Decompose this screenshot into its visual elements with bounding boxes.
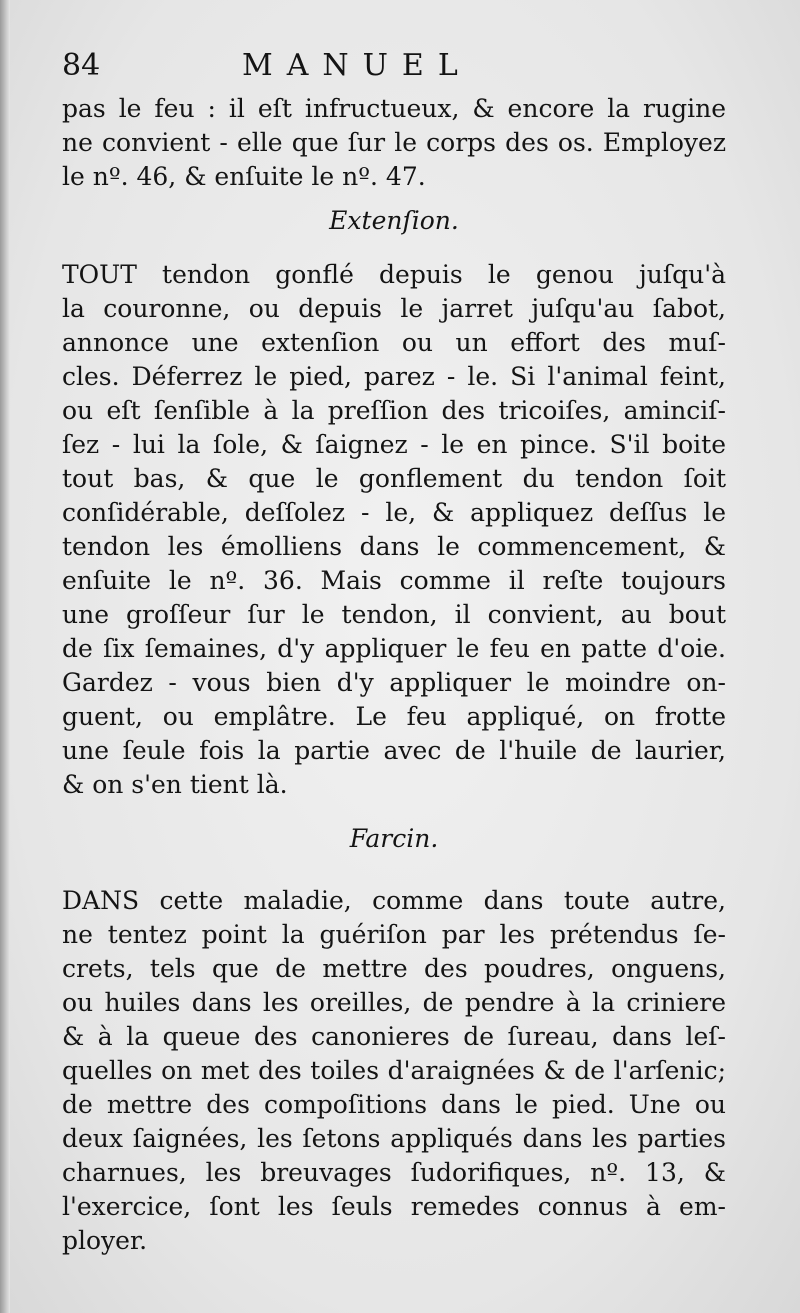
text-line: cles. Déferrez le pied, parez - le. Si l'animal feint, xyxy=(62,362,726,391)
page-number: 84 xyxy=(62,48,101,83)
text-line: une ſeule fois la partie avec de l'huile de laurier, xyxy=(62,736,726,765)
section-heading-extension: Extenſion. xyxy=(329,206,459,235)
text-line: Gardez - vous bien d'y appliquer le moindre on- xyxy=(62,668,726,697)
running-head: MANUEL xyxy=(242,48,472,83)
text-line: TOUT tendon gonflé depuis le genou juſqu'à xyxy=(62,260,726,289)
section-heading-farcin: Farcin. xyxy=(349,824,439,853)
text-line: & on s'en tient là. xyxy=(62,770,288,799)
text-line: guent, ou emplâtre. Le feu appliqué, on frotte xyxy=(62,702,726,731)
text-line: deux ſaignées, les ſetons appliqués dans les parties xyxy=(62,1124,726,1153)
text-line: ou huiles dans les oreilles, de pendre à la criniere xyxy=(62,988,726,1017)
text-line: tout bas, & que le gonflement du tendon ſoit xyxy=(62,464,726,493)
text-line: pas le feu : il eſt infructueux, & encore la rugine xyxy=(62,94,726,123)
text-line: enſuite le nº. 36. Mais comme il reſte toujours xyxy=(62,566,726,595)
text-line: ſez - lui la ſole, & ſaignez - le en pince. S'il boite xyxy=(62,430,726,459)
text-line: de mettre des compoſitions dans le pied. Une ou xyxy=(62,1090,726,1119)
text-line: annonce une extenſion ou un effort des muſ- xyxy=(62,328,726,357)
text-line: quelles on met des toiles d'araignées & de l'arſenic; xyxy=(62,1056,726,1085)
text-line: ne tentez point la guériſon par les prétendus ſe- xyxy=(62,920,726,949)
text-line: charnues, les breuvages ſudorifiques, nº. 13, & xyxy=(62,1158,726,1187)
paragraph-farcin xyxy=(62,884,726,1258)
text-line: conſidérable, deſſolez - le, & appliquez deſſus le xyxy=(62,498,726,527)
text-line: DANS cette maladie, comme dans toute autre, xyxy=(62,886,726,915)
text-line: la couronne, ou depuis le jarret juſqu'au ſabot, xyxy=(62,294,726,323)
paragraph-extension xyxy=(62,258,726,802)
text-line: le nº. 46, & enſuite le nº. 47. xyxy=(62,162,426,191)
text-line: l'exercice, ſont les ſeuls remedes connus à em- xyxy=(62,1192,726,1221)
text-line: une groſſeur ſur le tendon, il convient, au bout xyxy=(62,600,726,629)
body-text xyxy=(62,92,726,1258)
intro-paragraph xyxy=(62,92,726,194)
text-line: ou eſt ſenſible à la preſſion des tricoiſes, aminciſ- xyxy=(62,396,726,425)
text-line: de ſix ſemaines, d'y appliquer le feu en patte d'oie. xyxy=(62,634,726,663)
text-line: tendon les émolliens dans le commencement, & xyxy=(62,532,726,561)
page-header xyxy=(62,46,722,86)
text-line: ne convient - elle que ſur le corps des os. Employez xyxy=(62,128,726,157)
text-line: & à la queue des canonieres de ſureau, dans leſ- xyxy=(62,1022,726,1051)
text-line: ployer. xyxy=(62,1226,148,1255)
page-edge-shadow xyxy=(0,0,10,1313)
text-line: crets, tels que de mettre des poudres, onguens, xyxy=(62,954,726,983)
